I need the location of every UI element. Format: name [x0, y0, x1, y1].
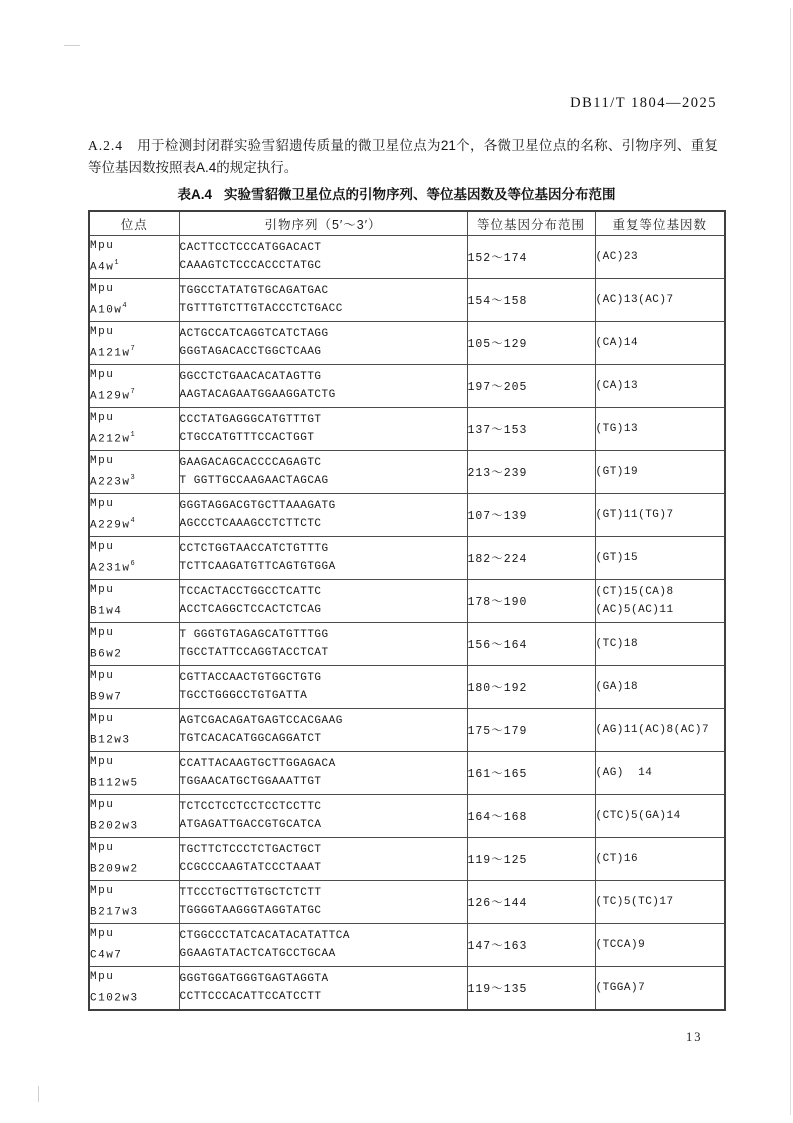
repeat-units-cell: [595, 451, 725, 494]
locus-prefix: Mpu: [90, 240, 115, 253]
microsatellite-table: [88, 210, 726, 1011]
page-number: 13: [686, 1030, 703, 1044]
table-row: [89, 279, 725, 322]
locus-prefix: Mpu: [90, 885, 115, 898]
table-row: [89, 365, 725, 408]
allele-range: 154～158: [467, 295, 528, 308]
allele-range-cell: [467, 924, 595, 967]
locus-superscript: 4: [122, 302, 127, 311]
locus-superscript: 1: [130, 431, 135, 440]
primer-cell: [179, 494, 467, 537]
primer-forward-sequence: GGCCTCTGAACACATAGTTG: [179, 371, 322, 383]
repeat-units-cell: [595, 537, 725, 580]
locus-cell: [89, 494, 179, 537]
table-row: [89, 881, 725, 924]
primer-forward-sequence: ACTGCCATCAGGTCATCTAGG: [179, 328, 329, 340]
table-row: [89, 924, 725, 967]
locus-superscript: 6: [130, 560, 135, 569]
locus-prefix: Mpu: [90, 541, 115, 554]
allele-range: 180～192: [467, 682, 528, 695]
primer-forward-sequence: CGTTACCAACTGTGGCTGTG: [179, 672, 322, 684]
locus-prefix: Mpu: [90, 627, 115, 640]
locus-prefix: Mpu: [90, 584, 115, 597]
allele-range-cell: [467, 580, 595, 623]
repeat-units: (CA)14: [595, 337, 639, 349]
table-row: [89, 623, 725, 666]
locus-name: B12w3: [90, 734, 131, 747]
repeat-units: (GT)15: [595, 552, 639, 564]
repeat-units-cell: [595, 236, 725, 279]
allele-range: 119～135: [467, 983, 528, 996]
primer-cell: [179, 580, 467, 623]
repeat-units-cell: [595, 795, 725, 838]
locus-name: $A229w^4$: [90, 517, 135, 532]
repeat-units: (TGGA)7: [595, 982, 646, 994]
locus-name: B1w4: [90, 605, 123, 618]
locus-prefix: Mpu: [90, 498, 115, 511]
primer-cell: [179, 279, 467, 322]
allele-range: 147～163: [467, 940, 528, 953]
col-header-repeats: 重复等位基因数: [595, 211, 725, 236]
locus-cell: [89, 838, 179, 881]
locus-superscript: 7: [130, 345, 135, 354]
scan-edge-artifact: [790, 8, 791, 1115]
primer-cell: [179, 967, 467, 1011]
locus-prefix: Mpu: [90, 326, 115, 339]
repeat-units-cell: [595, 924, 725, 967]
allele-range-cell: [467, 623, 595, 666]
locus-cell: [89, 279, 179, 322]
repeat-units: (GT)19: [595, 466, 639, 478]
primer-forward-sequence: TCTCCTCCTCCTCCTCCTTC: [179, 801, 322, 813]
locus-name: B209w2: [90, 863, 139, 876]
locus-prefix: Mpu: [90, 713, 115, 726]
repeat-units: (AC)13(AC)7: [595, 294, 674, 306]
locus-prefix: Mpu: [90, 283, 115, 296]
repeat-units: (AG)11(AC)8(AC)7: [595, 724, 710, 736]
locus-name: $A4w^1$: [90, 259, 119, 274]
table-row: [89, 494, 725, 537]
locus-cell: [89, 924, 179, 967]
repeat-units-cell: [595, 279, 725, 322]
locus-name: $A212w^1$: [90, 431, 135, 446]
primer-reverse-sequence: TGTCACACATGGCAGGATCT: [179, 733, 322, 745]
repeat-units-cell: [595, 580, 725, 623]
primer-reverse-sequence: T GGTTGCCAAGAACTAGCAG: [179, 475, 329, 487]
col-header-range: 等位基因分布范围: [467, 211, 595, 236]
table-row: [89, 236, 725, 279]
allele-range: 213～239: [467, 467, 528, 480]
repeat-units-cell: [595, 752, 725, 795]
primer-forward-sequence: GGGTAGGACGTGCTTAAAGATG: [179, 500, 336, 512]
allele-range-cell: [467, 322, 595, 365]
primer-cell: [179, 881, 467, 924]
table-row: [89, 795, 725, 838]
primer-cell: [179, 236, 467, 279]
primer-forward-sequence: TCCACTACCTGGCCTCATTC: [179, 586, 322, 598]
primer-forward-sequence: AGTCGACAGATGAGTCCACGAAG: [179, 715, 343, 727]
primer-cell: [179, 666, 467, 709]
locus-name: C102w3: [90, 992, 139, 1005]
table-row: [89, 838, 725, 881]
primer-cell: [179, 752, 467, 795]
repeat-units: (CTC)5(GA)14: [595, 810, 681, 822]
locus-prefix: Mpu: [90, 412, 115, 425]
allele-range-cell: [467, 451, 595, 494]
table-header: [89, 211, 725, 236]
allele-range: 126～144: [467, 897, 528, 910]
primer-forward-sequence: CTGGCCCTATCACATACATATTCA: [179, 930, 350, 942]
locus-cell: [89, 795, 179, 838]
locus-prefix: Mpu: [90, 971, 115, 984]
repeat-units: (AC)5(AC)11: [595, 604, 674, 616]
scan-corner-mark: [38, 1086, 39, 1102]
locus-prefix: Mpu: [90, 369, 115, 382]
primer-reverse-sequence: AAGTACAGAATGGAAGGATCTG: [179, 389, 336, 401]
locus-cell: [89, 537, 179, 580]
locus-name: C4w7: [90, 949, 123, 962]
locus-cell: [89, 623, 179, 666]
allele-range-cell: [467, 365, 595, 408]
locus-cell: [89, 881, 179, 924]
repeat-units: (TCCA)9: [595, 939, 646, 951]
locus-name: B112w5: [90, 777, 139, 790]
locus-name: $A121w^7$: [90, 345, 135, 360]
primer-reverse-sequence: TGGGGTAAGGGTAGGTATGC: [179, 905, 322, 917]
primer-cell: [179, 322, 467, 365]
locus-cell: [89, 451, 179, 494]
repeat-units: (GA)18: [595, 681, 639, 693]
table-caption: [0, 183, 793, 203]
allele-range: 107～139: [467, 510, 528, 523]
clause-text: 用于检测封闭群实验雪貂遗传质量的微卫星位点为21个，各微卫星位点的名称、引物序列、重复等位基因数按照表A.4的规定执行。: [88, 137, 718, 175]
primer-cell: [179, 623, 467, 666]
clause-label: A.2.4: [88, 137, 123, 153]
col-header-locus: 位点: [89, 211, 179, 236]
allele-range-cell: [467, 967, 595, 1011]
locus-prefix: Mpu: [90, 928, 115, 941]
primer-forward-sequence: TGCTTCTCCCTCTGACTGCT: [179, 844, 322, 856]
primer-reverse-sequence: ATGAGATTGACCGTGCATCA: [179, 819, 322, 831]
locus-name: B6w2: [90, 648, 123, 661]
locus-cell: [89, 365, 179, 408]
table-row: [89, 537, 725, 580]
locus-superscript: 7: [130, 388, 135, 397]
primer-forward-sequence: CCTCTGGTAACCATCTGTTTG: [179, 543, 329, 555]
locus-cell: [89, 666, 179, 709]
primer-reverse-sequence: TGCCTGGGCCTGTGATTA: [179, 690, 308, 702]
primer-cell: [179, 709, 467, 752]
allele-range: 175～179: [467, 725, 528, 738]
repeat-units: (CT)15(CA)8: [595, 586, 674, 598]
primer-forward-sequence: CACTTCCTCCCATGGACACT: [179, 242, 322, 254]
primer-reverse-sequence: TGCCTATTCCAGGTACCTCAT: [179, 647, 329, 659]
primer-reverse-sequence: CTGCCATGTTTCCACTGGT: [179, 432, 315, 444]
repeat-units-cell: [595, 623, 725, 666]
primer-forward-sequence: GAAGACAGCACCCCAGAGTC: [179, 457, 322, 469]
allele-range: 161～165: [467, 768, 528, 781]
primer-forward-sequence: TTCCCTGCTTGTGCTCTCTT: [179, 887, 322, 899]
repeat-units-cell: [595, 709, 725, 752]
repeat-units-cell: [595, 881, 725, 924]
repeat-units-cell: [595, 838, 725, 881]
locus-name: B9w7: [90, 691, 123, 704]
locus-name: $A231w^6$: [90, 560, 135, 575]
locus-name: $A129w^7$: [90, 388, 135, 403]
locus-name: B202w3: [90, 820, 139, 833]
allele-range: 164～168: [467, 811, 528, 824]
primer-reverse-sequence: CCGCCCAAGTATCCCTAAAT: [179, 862, 322, 874]
locus-cell: [89, 236, 179, 279]
clause-a24-paragraph: [88, 135, 718, 179]
allele-range: 137～153: [467, 424, 528, 437]
table-row: [89, 752, 725, 795]
locus-prefix: Mpu: [90, 670, 115, 683]
allele-range: 197～205: [467, 381, 528, 394]
table-row: [89, 666, 725, 709]
allele-range-cell: [467, 537, 595, 580]
locus-name: $A223w^3$: [90, 474, 135, 489]
repeat-units-cell: [595, 967, 725, 1011]
primer-reverse-sequence: ACCTCAGGCTCCACTCTCAG: [179, 604, 322, 616]
primer-cell: [179, 795, 467, 838]
table-row: [89, 408, 725, 451]
locus-superscript: 3: [130, 474, 135, 483]
allele-range-cell: [467, 795, 595, 838]
repeat-units: (TC)5(TC)17: [595, 896, 674, 908]
primer-reverse-sequence: GGAAGTATACTCATGCCTGCAA: [179, 948, 336, 960]
locus-cell: [89, 408, 179, 451]
allele-range-cell: [467, 279, 595, 322]
locus-prefix: Mpu: [90, 799, 115, 812]
allele-range: 152～174: [467, 252, 528, 265]
table-row: [89, 709, 725, 752]
allele-range: 182～224: [467, 553, 528, 566]
primer-forward-sequence: T GGGTGTAGAGCATGTTTGG: [179, 629, 329, 641]
allele-range: 156～164: [467, 639, 528, 652]
primer-forward-sequence: GGGTGGATGGGTGAGTAGGTA: [179, 973, 329, 985]
allele-range: 105～129: [467, 338, 528, 351]
locus-prefix: Mpu: [90, 842, 115, 855]
repeat-units: (GT)11(TG)7: [595, 509, 674, 521]
primer-forward-sequence: CCCTATGAGGGCATGTTTGT: [179, 414, 322, 426]
primer-cell: [179, 924, 467, 967]
locus-prefix: Mpu: [90, 455, 115, 468]
repeat-units-cell: [595, 494, 725, 537]
primer-reverse-sequence: TGGAACATGCTGGAAATTGT: [179, 776, 322, 788]
locus-cell: [89, 709, 179, 752]
locus-cell: [89, 967, 179, 1011]
allele-range: 119～125: [467, 854, 528, 867]
locus-cell: [89, 322, 179, 365]
primer-reverse-sequence: CAAAGTCTCCCACCCTATGC: [179, 260, 322, 272]
primer-reverse-sequence: CCTTCCCACATTCCATCCTT: [179, 991, 322, 1003]
repeat-units: (AG) 14: [595, 767, 653, 779]
scan-corner-mark: [64, 45, 80, 46]
locus-superscript: 4: [130, 517, 135, 526]
primer-forward-sequence: TGGCCTATATGTGCAGATGAC: [179, 285, 329, 297]
allele-range-cell: [467, 709, 595, 752]
allele-range-cell: [467, 666, 595, 709]
allele-range: 178～190: [467, 596, 528, 609]
primer-forward-sequence: CCATTACAAGTGCTTGGAGACA: [179, 758, 336, 770]
locus-superscript: 1: [114, 259, 119, 268]
standard-number: DB11/T 1804—2025: [570, 95, 717, 111]
primer-cell: [179, 408, 467, 451]
primer-cell: [179, 365, 467, 408]
col-header-primer: 引物序列（5′～3′）: [179, 211, 467, 236]
allele-range-cell: [467, 752, 595, 795]
primer-cell: [179, 838, 467, 881]
repeat-units-cell: [595, 408, 725, 451]
table-row: [89, 967, 725, 1011]
repeat-units-cell: [595, 322, 725, 365]
locus-name: B217w3: [90, 906, 139, 919]
primer-cell: [179, 537, 467, 580]
table-row: [89, 451, 725, 494]
repeat-units: (TC)18: [595, 638, 639, 650]
repeat-units-cell: [595, 666, 725, 709]
primer-reverse-sequence: TCTTCAAGATGTTCAGTGTGGA: [179, 561, 336, 573]
table-row: [89, 580, 725, 623]
table-caption-text: 实验雪貂微卫星位点的引物序列、等位基因数及等位基因分布范围: [224, 187, 616, 202]
primer-cell: [179, 451, 467, 494]
locus-cell: [89, 752, 179, 795]
primer-reverse-sequence: GGGTAGACACCTGGCTCAAG: [179, 346, 322, 358]
allele-range-cell: [467, 494, 595, 537]
repeat-units: (AC)23: [595, 251, 639, 263]
primer-reverse-sequence: AGCCCTCAAAGCCTCTTCTC: [179, 518, 322, 530]
allele-range-cell: [467, 408, 595, 451]
table-row: [89, 322, 725, 365]
repeat-units: (CA)13: [595, 380, 639, 392]
table-body: [89, 236, 725, 1011]
locus-cell: [89, 580, 179, 623]
allele-range-cell: [467, 838, 595, 881]
primer-reverse-sequence: TGTTTGTCTTGTACCCTCTGACC: [179, 303, 343, 315]
locus-prefix: Mpu: [90, 756, 115, 769]
allele-range-cell: [467, 236, 595, 279]
locus-name: $A10w^4$: [90, 302, 127, 317]
repeat-units: (TG)13: [595, 423, 639, 435]
repeat-units: (CT)16: [595, 853, 639, 865]
repeat-units-cell: [595, 365, 725, 408]
allele-range-cell: [467, 881, 595, 924]
table-caption-number: 表A.4: [177, 187, 212, 202]
